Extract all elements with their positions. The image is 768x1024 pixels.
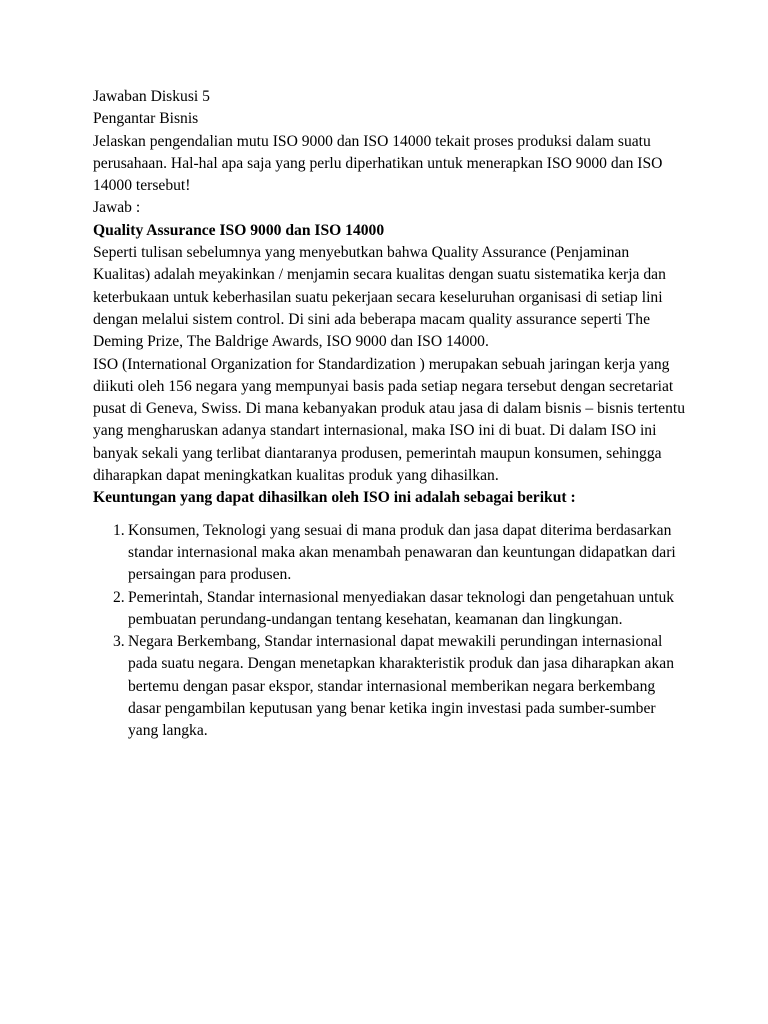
- list-item-number: 1.: [113, 521, 125, 539]
- list-item: [93, 520, 685, 587]
- course-name: Pengantar Bisnis: [93, 110, 199, 128]
- section-heading-quality-assurance: Quality Assurance ISO 9000 dan ISO 14000: [93, 221, 385, 239]
- document-page: [93, 86, 685, 743]
- list-item-number: 2.: [113, 588, 125, 606]
- benefits-heading: Keuntungan yang dapat dihasilkan oleh ISO ini adalah sebagai berikut :: [93, 489, 576, 507]
- list-item-text: Pemerintah, Standar internasional menyediakan dasar teknologi dan pengetahuan untuk pembuatan perundang-undangan tentang kesehatan, keamanan dan lingkungan.: [128, 588, 675, 628]
- question-text: Jelaskan pengendalian mutu ISO 9000 dan ISO 14000 tekait proses produksi dalam suatu perusahaan. Hal-hal apa saja yang perlu diperhatikan untuk menerapkan ISO 9000 dan ISO 14000 tersebut!: [93, 132, 663, 195]
- list-item-text: Negara Berkembang, Standar internasional dapat mewakili perundingan internasional pada suatu negara. Dengan menetapkan kharakteristik produk dan jasa diharapkan akan bertemu dengan pasar ekspor, standar internasional memberikan negara berkembang dasar pengambilan keputusan yang benar ketika ingin investasi pada sumber-sumber yang langka.: [128, 633, 674, 740]
- answer-label: Jawab :: [93, 199, 141, 217]
- iso-paragraph: ISO (International Organization for Standardization ) merupakan sebuah jaringan kerja yang diikuti oleh 156 negara yang mempunyai basis pada setiap negara tersebut dengan secretariat pusat di Geneva, Swiss. Di mana kebanyakan produk atau jasa di dalam bisnis – bisnis tertentu yang mengharuskan adanya standart internasional, maka ISO ini di buat. Di dalam ISO ini banyak sekali yang terlibat diantaranya produsen, pemerintah maupun konsumen, sehingga diharapkan dapat meningkatkan kualitas produk yang dihasilkan.: [93, 355, 686, 485]
- list-item-text: Konsumen, Teknologi yang sesuai di mana produk dan jasa dapat diterima berdasarkan standar internasional maka akan menambah penawaran dan keuntungan didapatkan dari persaingan para produsen.: [128, 521, 676, 584]
- benefits-list: [93, 520, 685, 743]
- document-title: Jawaban Diskusi 5: [93, 88, 210, 105]
- quality-assurance-paragraph: Seperti tulisan sebelumnya yang menyebutkan bahwa Quality Assurance (Penjaminan Kualitas) adalah meyakinkan / menjamin secara kualitas dengan suatu sistematika kerja dan keterbukaan untuk keberhasilan suatu pekerjaan secara keseluruhan organisasi di setiap lini dengan melalui sistem control. Di sini ada beberapa macam quality assurance seperti The Deming Prize, The Baldrige Awards, ISO 9000 dan ISO 14000.: [93, 244, 666, 351]
- list-item-number: 3.: [113, 633, 125, 651]
- list-item: [93, 631, 685, 742]
- list-item: [93, 587, 685, 632]
